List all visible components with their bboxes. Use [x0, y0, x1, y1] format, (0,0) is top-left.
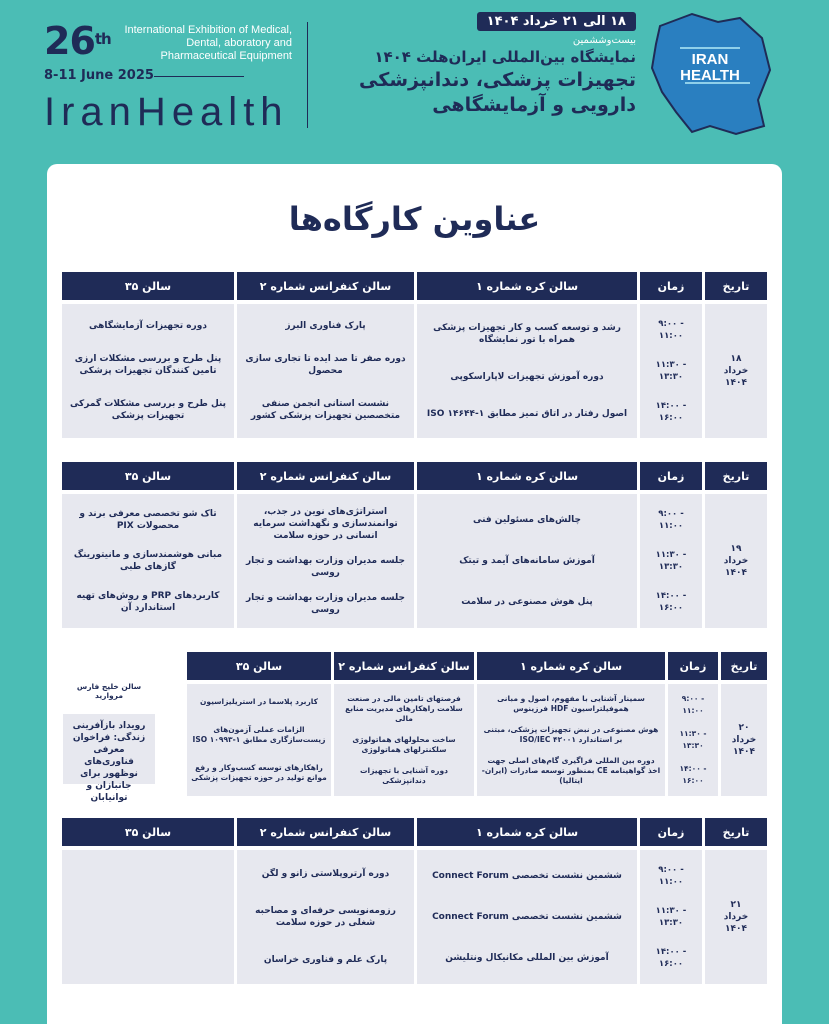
hall1-cell: [417, 304, 637, 438]
workshop-item: هوش مصنوعی در نبض تجهیزات پزشکی، مبتنی بر استاندارد ISO/IEC ۴۲۰۰۱: [483, 724, 659, 744]
dates-en: 8-11 June 2025: [44, 68, 154, 83]
hall1-cell: [417, 494, 637, 628]
header-hall35: سالن ۳۵: [62, 818, 234, 846]
workshop-item: مبانی هوشمندسازی و مانیتورینگ گازهای طبی: [73, 549, 223, 572]
date-cell: ۱۹ خرداد ۱۴۰۴: [705, 494, 767, 628]
header-hall2: سالن کنفرانس شماره ۲: [237, 818, 414, 846]
header-time: زمان: [668, 652, 718, 680]
date-cell: ۱۸ خرداد ۱۴۰۴: [705, 304, 767, 438]
workshop-item: دوره صفر تا صد ایده تا تجاری سازی محصول: [245, 353, 406, 376]
header-date: تاریخ: [705, 462, 767, 490]
persian-title-line1: نمایشگاه بین‌المللی ایران‌هلث ۱۴۰۴: [374, 48, 636, 66]
header-date: تاریخ: [705, 272, 767, 300]
header-hall2: سالن کنفرانس شماره ۲: [334, 652, 474, 680]
time-slot: ۱۴:۰۰ - ۱۶:۰۰: [655, 590, 687, 613]
workshop-item: دوره تجهیزات آزمایشگاهی: [89, 321, 207, 332]
hall35-cell: [62, 850, 234, 984]
date-cell: ۲۰ خرداد ۱۴۰۴: [721, 684, 767, 796]
workshop-item: دوره بین المللی فراگیری گام‌های اصلی جهت اخذ گواهینامه CE بمنظور توسعه صادرات (ایران-ایتالیا): [481, 756, 661, 786]
workshop-item: دوره آرتروپلاستی زانو و لگن: [261, 869, 390, 880]
persian-dates-badge: ۱۸ الی ۲۱ خرداد ۱۴۰۴: [477, 12, 636, 31]
exhibition-title-en: International Exhibition of Medical, Dental, aboratory and Pharmaceutical Equipment: [124, 24, 292, 62]
persian-edition: بیست‌وششمین: [572, 35, 636, 46]
workshop-item: آموزش بین المللی مکانیکال ونتلیشن: [445, 952, 609, 963]
workshop-item: اصول رفتار در اتاق تمیز مطابق ISO ۱۴۶۴۴-۱: [426, 408, 628, 419]
workshop-item: جلسه مدیران وزارت بهداشت و تجار روسی: [245, 555, 406, 578]
day-table: [62, 462, 767, 630]
header-hall1: سالن کره شماره ۱: [417, 818, 637, 846]
time-slot: ۹:۰۰ - ۱۱:۰۰: [658, 319, 684, 342]
workshop-item: پنل طرح و بررسی مشکلات ارزی تامین کنندگان تجهیزات پزشکی: [74, 353, 222, 376]
workshop-item: کاربردهای PRP و روش‌های تهیه استاندارد آن: [76, 590, 220, 613]
workshop-item: کاربرد پلاسما در استریلیزاسیون: [200, 697, 318, 706]
workshop-item: پنل طرح و بررسی مشکلات گمرکی تجهیزات پزشکی: [69, 398, 227, 421]
day-table: [159, 652, 767, 798]
workshop-item: رشد و توسعه کسب و کار تجهیزات پزشکی همراه با تور نمایشگاه: [433, 323, 621, 346]
time-cell: [640, 850, 702, 984]
logo-text: IRAN HEALTH: [680, 51, 740, 84]
persian-title-line3: دارویی و آزمایشگاهی: [432, 94, 636, 116]
header-hall2: سالن کنفرانس شماره ۲: [237, 462, 414, 490]
header-time: زمان: [640, 272, 702, 300]
side-event-hall: سالن خلیج فارس مروارید: [76, 682, 142, 700]
workshop-item: جلسه مدیران وزارت بهداشت و تجار روسی: [245, 592, 406, 615]
day-table: [62, 818, 767, 986]
workshop-item: ساخت محلولهای هماتولوژی سلکنترلهای هماتولوژی: [352, 734, 456, 754]
header-date: تاریخ: [721, 652, 767, 680]
hall1-cell: [477, 684, 665, 796]
workshop-item: تاک شو تخصصی معرفی برند و محصولات PIX: [79, 509, 217, 532]
time-slot: ۹:۰۰ - ۱۱:۰۰: [681, 694, 705, 716]
header-hall1: سالن کره شماره ۱: [417, 272, 637, 300]
time-slot: ۱۴:۰۰ - ۱۶:۰۰: [655, 400, 687, 423]
time-cell: [668, 684, 718, 796]
time-slot: ۹:۰۰ - ۱۱:۰۰: [658, 865, 684, 888]
edition-number: 26th: [44, 19, 111, 63]
header-time: زمان: [640, 462, 702, 490]
header-time: زمان: [640, 818, 702, 846]
time-cell: [640, 304, 702, 438]
workshop-item: سمینار آشنایی با مفهوم، اصول و مبانی هموفیلتراسیون HDF فرزینوس: [497, 693, 645, 713]
workshop-item: رزومه‌نویسی حرفه‌ای و مصاحبه شغلی در حوزه سلامت: [255, 905, 396, 928]
workshop-item: آموزش سامانه‌های آیمد و تیتک: [459, 555, 595, 566]
persian-title-line2: تجهیزات پزشکی، دندانپزشکی: [359, 69, 636, 91]
workshop-item: پنل هوش مصنوعی در سلامت: [461, 596, 593, 607]
header-hall2: سالن کنفرانس شماره ۲: [237, 272, 414, 300]
header-hall1: سالن کره شماره ۱: [417, 462, 637, 490]
workshop-item: پارک فناوری البرز: [285, 321, 366, 332]
time-slot: ۱۱:۳۰ - ۱۳:۳۰: [655, 905, 687, 928]
persian-header: [318, 10, 636, 116]
hall2-cell: [237, 304, 414, 438]
time-slot: ۱۴:۰۰ - ۱۶:۰۰: [655, 946, 687, 969]
workshop-item: نشست استانی انجمن صنفی متخصصین تجهیزات پزشکی کشور: [250, 398, 401, 421]
hall2-cell: [237, 850, 414, 984]
workshop-item: فرصتهای تامین مالی در صنعت سلامت راهکارهای مدیریت منابع مالی: [345, 693, 463, 723]
time-slot: ۱۴:۰۰ - ۱۶:۰۰: [679, 763, 707, 785]
date-cell: ۲۱ خرداد ۱۴۰۴: [705, 850, 767, 984]
workshop-item: چالش‌های مسئولین فنی: [473, 515, 581, 526]
hall2-cell: [237, 494, 414, 628]
side-event-text: رویداد بازآفرینی زندگی: فراخوان معرفی فناوری‌های نوظهور برای جانبازان و توانیابان: [63, 714, 155, 784]
time-slot: ۱۱:۳۰ - ۱۳:۳۰: [655, 359, 687, 382]
day-table: [62, 272, 767, 440]
workshop-item: الزامات عملی آزمون‌های زیست‌سازگاری مطابق ISO ۱۰۹۹۳-۱: [192, 725, 326, 744]
workshop-item: راهکارهای توسعه کسب‌وکار و رفع موانع تولید در حوزه تجهیزات پزشکی: [191, 763, 327, 782]
workshop-item: ششمین نشست تخصصی Connect Forum: [432, 871, 622, 882]
time-slot: ۱۱:۳۰ - ۱۳:۳۰: [655, 549, 687, 572]
header-hall35: سالن ۳۵: [187, 652, 331, 680]
header: [0, 0, 829, 150]
workshop-item: استراتژی‌های نوین در جذب، توانمندسازی و نگهداشت سرمایه انسانی در حوزه سلامت: [253, 507, 398, 542]
brand-name: IranHealth: [44, 90, 289, 134]
hall35-cell: [62, 304, 234, 438]
content-card: [47, 164, 782, 1024]
header-hall35: سالن ۳۵: [62, 462, 234, 490]
page-title: عناوین کارگاه‌ها: [288, 200, 541, 238]
time-cell: [640, 494, 702, 628]
workshop-item: دوره آشنایی با تجهیزات دندانپزشکی: [360, 766, 448, 786]
time-slot: ۹:۰۰ - ۱۱:۰۰: [658, 509, 684, 532]
header-hall35: سالن ۳۵: [62, 272, 234, 300]
header-divider: [307, 22, 308, 128]
hall35-cell: [187, 684, 331, 796]
time-slot: ۱۱:۳۰ - ۱۳:۳۰: [679, 728, 707, 750]
workshop-item: دوره آموزش تجهیزات لاپاراسکوپی: [450, 371, 604, 382]
hall1-cell: [417, 850, 637, 984]
header-date: تاریخ: [705, 818, 767, 846]
side-event-box: [63, 682, 155, 803]
hall2-cell: [334, 684, 474, 796]
hall35-cell: [62, 494, 234, 628]
header-hall1: سالن کره شماره ۱: [477, 652, 665, 680]
workshop-item: پارک علم و فناوری خراسان: [263, 954, 388, 965]
workshop-item: ششمین نشست تخصصی Connect Forum: [432, 911, 622, 922]
